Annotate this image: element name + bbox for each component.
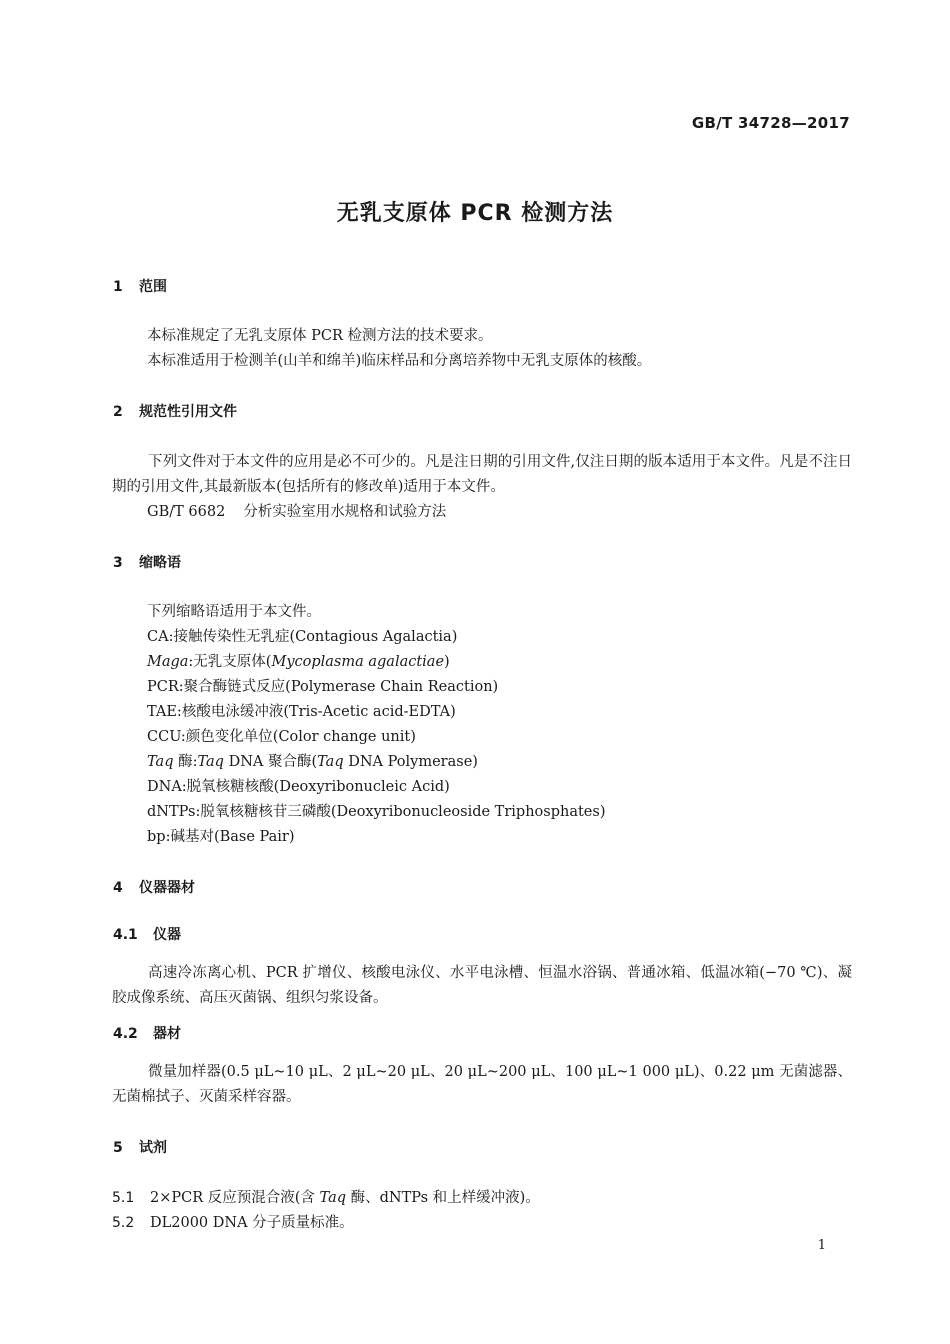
abbr-intro: 下列缩略语适用于本文件。 [147, 604, 321, 620]
scope-line-1: 本标准规定了无乳支原体 PCR 检测方法的技术要求。 [147, 328, 493, 344]
abbr-item: Taq 酶:Taq DNA 聚合酶(Taq DNA Polymerase) [147, 754, 478, 770]
page-number: 1 [817, 1238, 826, 1253]
section-number: 4.1 [113, 927, 138, 943]
abbr-item: DNA:脱氧核糖核酸(Deoxyribonucleic Acid) [147, 779, 450, 795]
reagent-item-5-1: 5.1 2×PCR 反应预混合液(含 Taq 酶、dNTPs 和上样缓冲液)。 [112, 1190, 540, 1206]
item-number: 5.1 [112, 1190, 135, 1206]
section-number: 2 [113, 404, 123, 420]
section-title: 仪器 [153, 927, 181, 943]
reagent-item-5-2: 5.2 DL2000 DNA 分子质量标准。 [112, 1215, 354, 1231]
instruments-paragraph: 高速冷冻离心机、PCR 扩增仪、核酸电泳仪、水平电泳槽、恒温水浴锅、普通冰箱、低温冰箱(−70 ℃)、凝胶成像系统、高压灭菌锅、组织匀浆设备。 [112, 965, 852, 1006]
section-number: 1 [113, 279, 123, 295]
section-title: 范围 [139, 279, 167, 295]
section-title: 试剂 [139, 1140, 167, 1156]
section-title: 器材 [153, 1026, 181, 1042]
section-4-1-heading [113, 924, 181, 944]
normative-references-paragraph: 下列文件对于本文件的应用是必不可少的。凡是注日期的引用文件,仅注日期的版本适用于本文件。凡是不注日期的引用文件,其最新版本(包括所有的修改单)适用于本文件。 [112, 454, 852, 495]
section-title: 规范性引用文件 [139, 404, 237, 420]
section-number: 3 [113, 555, 123, 571]
abbr-item: CA:接触传染性无乳症(Contagious Agalactia) [147, 629, 458, 645]
section-4-heading [113, 877, 195, 897]
reference-code: GB/T 6682 [147, 504, 226, 520]
abbr-item: bp:碱基对(Base Pair) [147, 829, 295, 845]
section-5-heading [113, 1137, 167, 1157]
section-title: 仪器器材 [139, 880, 195, 896]
section-number: 4.2 [113, 1026, 138, 1042]
item-number: 5.2 [112, 1215, 135, 1231]
standard-code: GB/T 34728—2017 [691, 114, 850, 132]
scope-line-2: 本标准适用于检测羊(山羊和绵羊)临床样品和分离培养物中无乳支原体的核酸。 [147, 353, 652, 369]
materials-paragraph: 微量加样器(0.5 μL~10 μL、2 μL~20 μL、20 μL~200 μL、100 μL~1 000 μL)、0.22 μm 无菌滤器、无菌棉拭子、灭菌采样容器。 [112, 1064, 852, 1105]
abbr-item: CCU:颜色变化单位(Color change unit) [147, 729, 416, 745]
section-title: 缩略语 [139, 555, 181, 571]
document-title: 无乳支原体 PCR 检测方法 [336, 201, 614, 226]
abbr-item: PCR:聚合酶链式反应(Polymerase Chain Reaction) [147, 679, 499, 695]
abbr-item: dNTPs:脱氧核糖核苷三磷酸(Deoxyribonucleoside Triphosphates) [147, 804, 606, 820]
abbr-item: Maga:无乳支原体(Mycoplasma agalactiae) [147, 654, 450, 670]
section-number: 4 [113, 880, 123, 896]
reference-title: 分析实验室用水规格和试验方法 [243, 504, 447, 520]
reference-entry [147, 500, 446, 521]
section-2-heading [113, 401, 237, 421]
section-4-2-heading [113, 1023, 181, 1043]
section-3-heading [113, 552, 181, 572]
section-number: 5 [113, 1140, 123, 1156]
section-1-heading [113, 276, 167, 296]
abbr-item: TAE:核酸电泳缓冲液(Tris-Acetic acid-EDTA) [147, 704, 456, 720]
